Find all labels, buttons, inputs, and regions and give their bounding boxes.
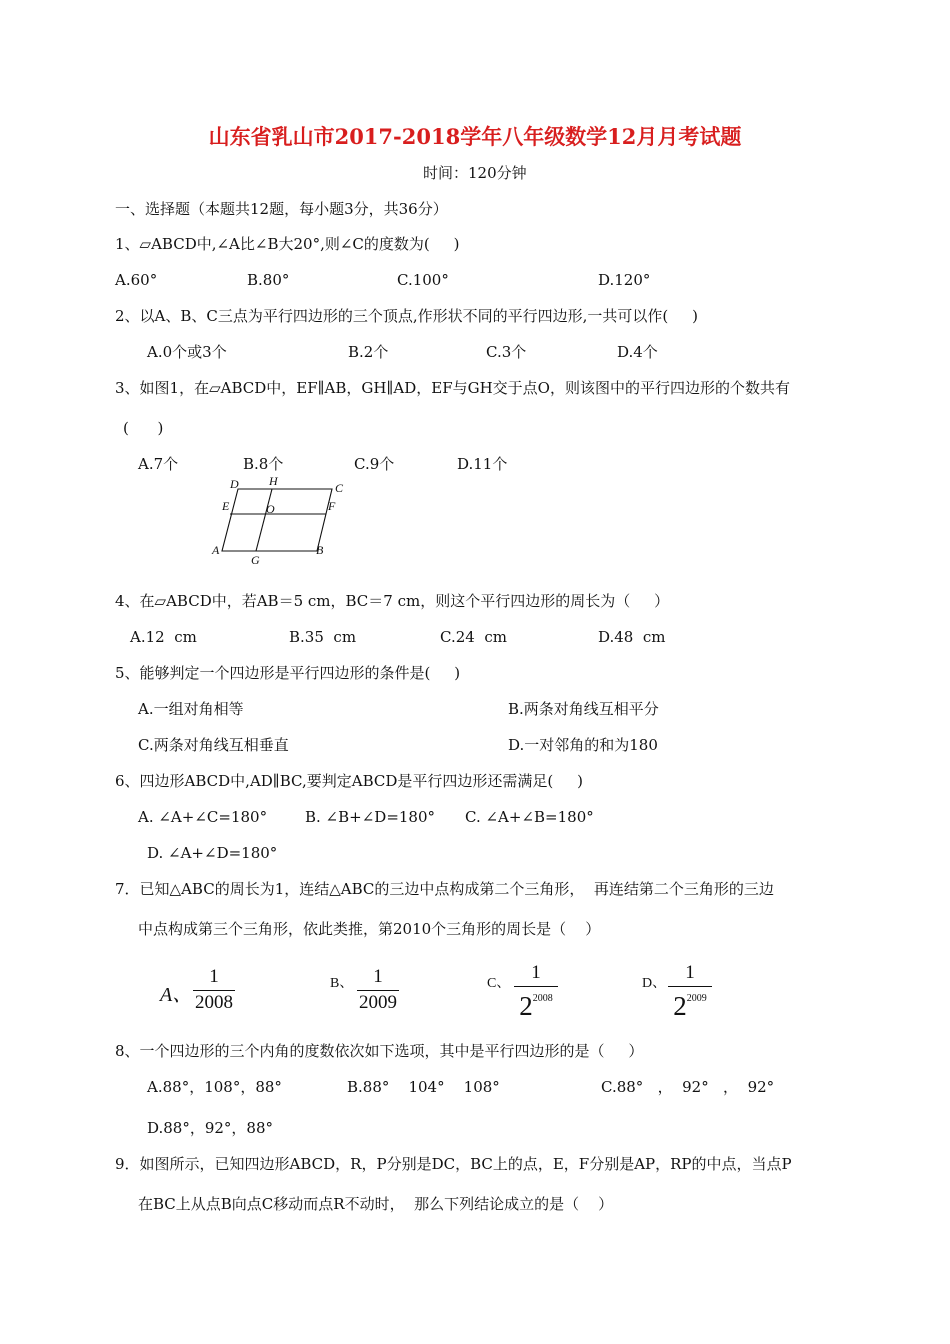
question-3-option-a: A.7个 — [138, 455, 179, 473]
fraction-c-base: 2 — [519, 991, 533, 1021]
fraction-a-numerator: 1 — [209, 966, 219, 987]
parallelogram-abcd — [222, 489, 332, 551]
question-3-stem: 3、如图1，在▱ABCD中，EF∥AB，GH∥AD，EF与GH交于点O，则该图中的平行四边形的个数共有 — [115, 379, 790, 397]
question-3-option-b: B.8个 — [243, 455, 284, 473]
question-8-option-c: C.88° ， 92° ， 92° — [601, 1078, 775, 1096]
question-8-option-b: B.88° 104° 108° — [347, 1078, 500, 1096]
question-5-option-b: B.两条对角线互相平分 — [508, 700, 659, 718]
fraction-d-exponent: 2009 — [686, 993, 707, 1004]
parallelogram-figure — [205, 474, 355, 566]
question-6-option-c: C. ∠A+∠B=180° — [465, 808, 594, 826]
label-c: C — [335, 481, 344, 495]
question-9-stem: 9．如图所示，已知四边形ABCD，R，P分别是DC，BC上的点，E，F分别是AP，RP的中点，当点P — [115, 1155, 792, 1173]
question-3-option-d: D.11个 — [457, 455, 508, 473]
label-b: B — [316, 543, 324, 557]
fraction-b-numerator: 1 — [373, 966, 383, 987]
question-6-option-d: D. ∠A+∠D=180° — [147, 844, 278, 862]
label-o: O — [266, 502, 275, 516]
label-e: E — [222, 499, 230, 513]
question-4-stem: 4、在▱ABCD中，若AB＝5 cm，BC＝7 cm，则这个平行四边形的周长为（ ） — [115, 592, 670, 610]
question-5-option-d: D.一对邻角的和为180 — [508, 736, 658, 754]
question-7-label-a: A、 — [160, 984, 193, 1006]
question-5-stem: 5、能够判定一个四边形是平行四边形的条件是( ) — [115, 664, 461, 682]
question-6-option-b: B. ∠B+∠D=180° — [305, 808, 436, 826]
page-title: 山东省乳山市2017-2018学年八年级数学12月月考试题 — [208, 124, 742, 149]
question-7-option-d — [668, 962, 712, 1021]
question-4-option-a: A.12 cm — [130, 628, 197, 646]
question-1-option-b: B.80° — [247, 271, 290, 289]
fraction-c-exponent: 2008 — [532, 993, 553, 1004]
question-6-option-a: A. ∠A+∠C=180° — [138, 808, 268, 826]
fraction-b-denominator: 2009 — [359, 992, 397, 1013]
question-4-option-c: C.24 cm — [440, 628, 507, 646]
fraction-d-base: 2 — [673, 991, 687, 1021]
question-1-stem: 1、▱ABCD中,∠A比∠B大20°,则∠C的度数为( ) — [115, 235, 460, 253]
question-8-option-d: D.88°，92°，88° — [147, 1119, 274, 1137]
question-2-option-d: D.4个 — [617, 343, 658, 361]
time-limit: 时间：120分钟 — [423, 164, 527, 182]
question-4-option-b: B.35 cm — [289, 628, 357, 646]
fraction-d-numerator: 1 — [685, 962, 695, 983]
question-5-option-c: C.两条对角线互相垂直 — [138, 736, 289, 754]
question-1-option-d: D.120° — [598, 271, 651, 289]
question-8-option-a: A.88°，108°，88° — [147, 1078, 282, 1096]
question-3-stem-paren: ( ) — [123, 419, 164, 437]
question-2-option-b: B.2个 — [348, 343, 389, 361]
question-2-stem: 2、以A、B、C三点为平行四边形的三个顶点,作形状不同的平行四边形,一共可以作( ) — [115, 307, 698, 325]
question-7-option-c — [514, 962, 558, 1021]
question-2-option-a: A.0个或3个 — [147, 343, 227, 361]
question-2-option-c: C.3个 — [486, 343, 527, 361]
label-h: H — [269, 474, 278, 488]
question-7-label-b: B、 — [330, 976, 354, 991]
label-d: D — [230, 477, 239, 491]
label-f: F — [328, 499, 336, 513]
section-heading: 一、选择题（本题共12题，每小题3分，共36分） — [115, 200, 448, 218]
question-8-stem: 8、一个四边形的三个内角的度数依次如下选项，其中是平行四边形的是（ ） — [115, 1042, 644, 1060]
question-6-stem: 6、四边形ABCD中,AD∥BC,要判定ABCD是平行四边形还需满足( ) — [115, 772, 583, 790]
question-7-stem-line2: 中点构成第三个三角形，依此类推，第2010个三角形的周长是（ ） — [138, 920, 601, 938]
segment-gh — [256, 489, 272, 551]
question-7-option-a — [193, 966, 235, 1014]
label-g: G — [251, 553, 260, 566]
fraction-a-denominator: 2008 — [195, 992, 233, 1013]
question-5-option-a: A.一组对角相等 — [138, 700, 244, 718]
question-7-label-c: C、 — [487, 976, 511, 991]
fraction-c-numerator: 1 — [531, 962, 541, 983]
question-7-stem: 7．已知△ABC的周长为1，连结△ABC的三边中点构成第二个三角形， 再连结第二个三角形的三边 — [115, 880, 774, 898]
question-3-option-c: C.9个 — [354, 455, 395, 473]
question-4-option-d: D.48 cm — [598, 628, 666, 646]
question-7-option-b — [357, 966, 399, 1014]
question-9-stem-line2: 在BC上从点B向点C移动而点R不动时， 那么下列结论成立的是（ ） — [138, 1195, 614, 1213]
question-7-label-d: D、 — [642, 976, 667, 991]
label-a: A — [212, 543, 220, 557]
question-1-option-a: A.60° — [115, 271, 158, 289]
question-1-option-c: C.100° — [397, 271, 449, 289]
